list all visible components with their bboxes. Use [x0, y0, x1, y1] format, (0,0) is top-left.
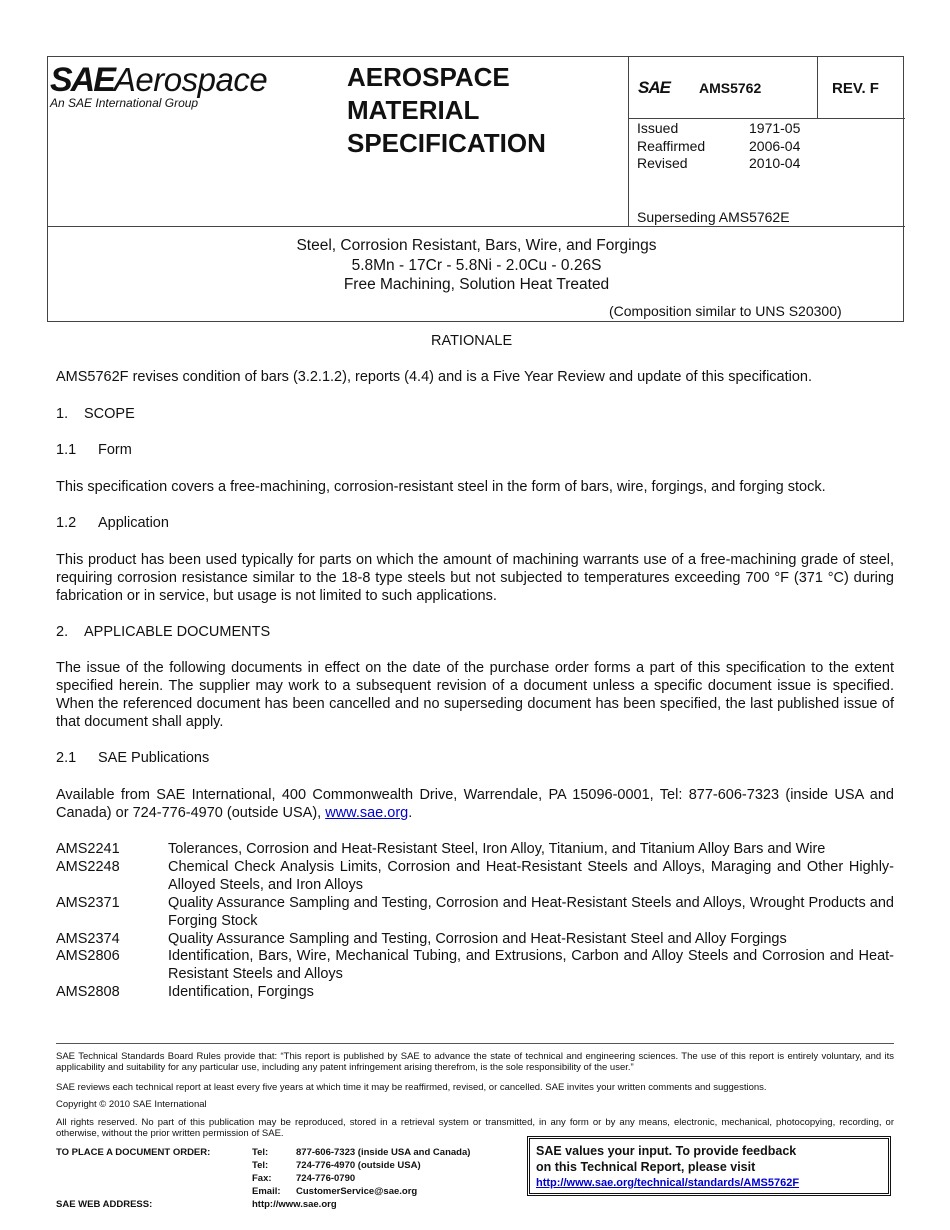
section-2-title: APPLICABLE DOCUMENTS: [84, 624, 271, 640]
section-1-1-number: 1.1: [56, 442, 77, 458]
feedback-box: [527, 1136, 891, 1196]
section-1-1-text: This specification covers a free-machining, corrosion-resistant steel in the form of bars, wire, forgings, and forging stock.: [56, 479, 826, 495]
divider: [628, 118, 905, 119]
divider: [48, 226, 905, 227]
section-1-number: 1.: [56, 406, 69, 422]
footer-divider: [56, 1043, 894, 1044]
section-1-2-text: This product has been used typically for parts on which the amount of machining warrants use of a free-machining grade of steel, requiring corrosion resistance similar to the 18-8 type steels but not subjected to temperatures exceeding 700 °F (371 °C) during fabrication or in service, but usage is not limited to such applications.: [56, 552, 894, 604]
section-2-1-text: Available from SAE International, 400 Commonwealth Drive, Warrendale, PA 15096-0001, Tel: 877-606-7323 (inside USA and Canada) or 724-776-4970 (outside USA), www.sae.org.: [56, 787, 894, 821]
document-type-title: AEROSPACE MATERIAL SPECIFICATION: [347, 62, 546, 158]
web-address-label: SAE WEB ADDRESS:: [56, 1199, 153, 1210]
order-label: TO PLACE A DOCUMENT ORDER:: [56, 1147, 211, 1158]
document-number: AMS5762: [699, 80, 762, 96]
reference-item: AMS2374 Quality Assurance Sampling and Testing, Corrosion and Heat-Resistant Steel and Alloy Forgings: [56, 931, 787, 947]
divider: [628, 57, 629, 226]
section-2-1-title: SAE Publications: [98, 750, 210, 766]
document-subject: Steel, Corrosion Resistant, Bars, Wire, and Forgings 5.8Mn - 17Cr - 5.8Ni - 2.0Cu - 0.26S Free Machining, Solution Heat Treated: [296, 237, 657, 293]
reference-item: AMS2806 Identification, Bars, Wire, Mechanical Tubing, and Extrusions, Carbon and Alloy Steels and Corrosion and Heat-Resistant Steels and Alloys: [56, 948, 894, 982]
document-dates: Issued 1971-05 Reaffirmed 2006-04 Revised 2010-04: [637, 120, 801, 171]
rationale-text: AMS5762F revises condition of bars (3.2.1.2), reports (4.4) and is a Five Year Review and update of this specification.: [56, 369, 813, 385]
rationale-heading: RATIONALE: [431, 333, 513, 349]
revision-label: REV. F: [832, 80, 879, 97]
section-1-title: SCOPE: [84, 406, 135, 422]
sae-aerospace-logo: SAEAerospace An SAE International Group: [50, 61, 268, 110]
section-2-number: 2.: [56, 624, 69, 640]
section-1-1-title: Form: [98, 442, 132, 458]
web-address[interactable]: http://www.sae.org: [252, 1199, 337, 1210]
footer-copyright: Copyright © 2010 SAE International: [56, 1099, 207, 1110]
footer-review-text: SAE reviews each technical report at least every five years at which time it may be reaffirmed, revised, or cancelled. SAE invites your written comments and suggestions.: [56, 1082, 767, 1093]
email-address[interactable]: CustomerService@sae.org: [296, 1186, 418, 1197]
section-2-1-number: 2.1: [56, 750, 77, 766]
section-2-text: The issue of the following documents in effect on the date of the purchase order forms a part of this specification to the extent specified herein. The supplier may work to a subsequent revision of a document unless a specific document issue is specified. When the referenced document has been cancelled and no superseding document has been specified, the last published issue of that document shall apply.: [56, 660, 894, 730]
contact-values: 877-606-7323 (inside USA and Canada) 724-776-4970 (outside USA) 724-776-0790 CustomerService@sae.org: [296, 1147, 471, 1197]
reference-item: AMS2808 Identification, Forgings: [56, 984, 314, 1000]
feedback-line-1: SAE values your input. To provide feedback: [536, 1144, 797, 1158]
reference-item: AMS2248 Chemical Check Analysis Limits, Corrosion and Heat-Resistant Steels and Alloys, Maraging and Other Highly-Alloyed Steels, and Iron Alloys: [56, 859, 894, 893]
divider: [817, 57, 818, 118]
document-header: [47, 56, 904, 322]
logo-tagline: An SAE International Group: [50, 96, 199, 110]
footer-rules-text: SAE Technical Standards Board Rules provide that: “This report is published by SAE to advance the state of technical and engineering sciences. The use of this report is entirely voluntary, and its applicability and suitability for any particular use, including any patent infringement arising therefrom, is the sole responsibility of the user.”: [56, 1051, 894, 1073]
contact-labels: Tel: Tel: Fax: Email: http://www.sae.org: [252, 1147, 337, 1210]
reference-item: AMS2371 Quality Assurance Sampling and Testing, Corrosion and Heat-Resistant Steels and Alloys, Wrought Products and Forging Stock: [56, 895, 894, 929]
feedback-link[interactable]: http://www.sae.org/technical/standards/AMS5762F: [536, 1177, 800, 1189]
sae-mini-logo: SAE: [638, 78, 670, 97]
superseding-note: Superseding AMS5762E: [637, 209, 790, 225]
sae-website-link[interactable]: www.sae.org: [325, 805, 409, 821]
reference-item: AMS2241 Tolerances, Corrosion and Heat-Resistant Steel, Iron Alloy, Titanium, and Titanium Alloy Bars and Wire: [56, 841, 826, 857]
footer-rights-text: All rights reserved. No part of this publication may be reproduced, stored in a retrieval system or transmitted, in any form or by any means, electronic, mechanical, photocopying, recording, or otherwise, without the prior written permission of SAE.: [56, 1117, 894, 1139]
section-1-2-title: Application: [98, 515, 169, 531]
feedback-line-2: on this Technical Report, please visit: [536, 1160, 756, 1174]
section-1-2-number: 1.2: [56, 515, 77, 531]
composition-note: (Composition similar to UNS S20300): [609, 303, 842, 319]
